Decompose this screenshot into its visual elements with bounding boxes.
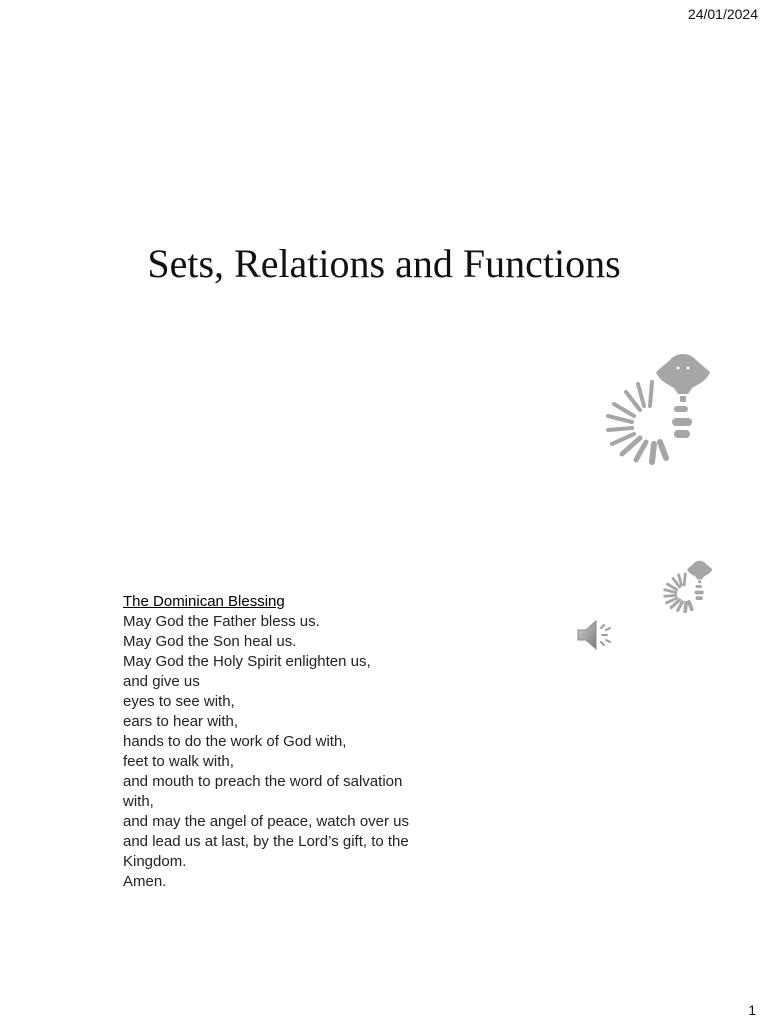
- blessing-line: Kingdom.: [123, 853, 187, 870]
- blessing-text-block: [123, 592, 453, 892]
- blessing-line: eyes to see with,: [123, 693, 235, 710]
- slide-title: Sets, Relations and Functions: [147, 241, 621, 286]
- blessing-line: ears to hear with,: [123, 713, 239, 730]
- blessing-line: May God the Holy Spirit enlighten us,: [123, 653, 371, 670]
- spinner-figure-icon: [660, 558, 716, 614]
- blessing-line: feet to walk with,: [123, 753, 234, 770]
- blessing-line: May God the Father bless us.: [123, 613, 320, 630]
- blessing-line: and mouth to preach the word of salvation: [123, 773, 403, 790]
- blessing-line: hands to do the work of God with,: [123, 733, 347, 750]
- blessing-line: May God the Son heal us.: [123, 633, 297, 650]
- blessing-line: with,: [123, 793, 154, 810]
- page-number: 1: [748, 1002, 756, 1018]
- blessing-line: Amen.: [123, 873, 167, 890]
- blessing-heading: The Dominican Blessing: [123, 593, 285, 610]
- blessing-line: and may the angel of peace, watch over us: [123, 813, 410, 830]
- speaker-icon[interactable]: [576, 618, 614, 652]
- blessing-line: and lead us at last, by the Lord’s gift, to the: [123, 833, 409, 850]
- spinner-figure-icon: [600, 348, 716, 468]
- date-label: 24/01/2024: [687, 6, 758, 22]
- blessing-line: and give us: [123, 673, 200, 690]
